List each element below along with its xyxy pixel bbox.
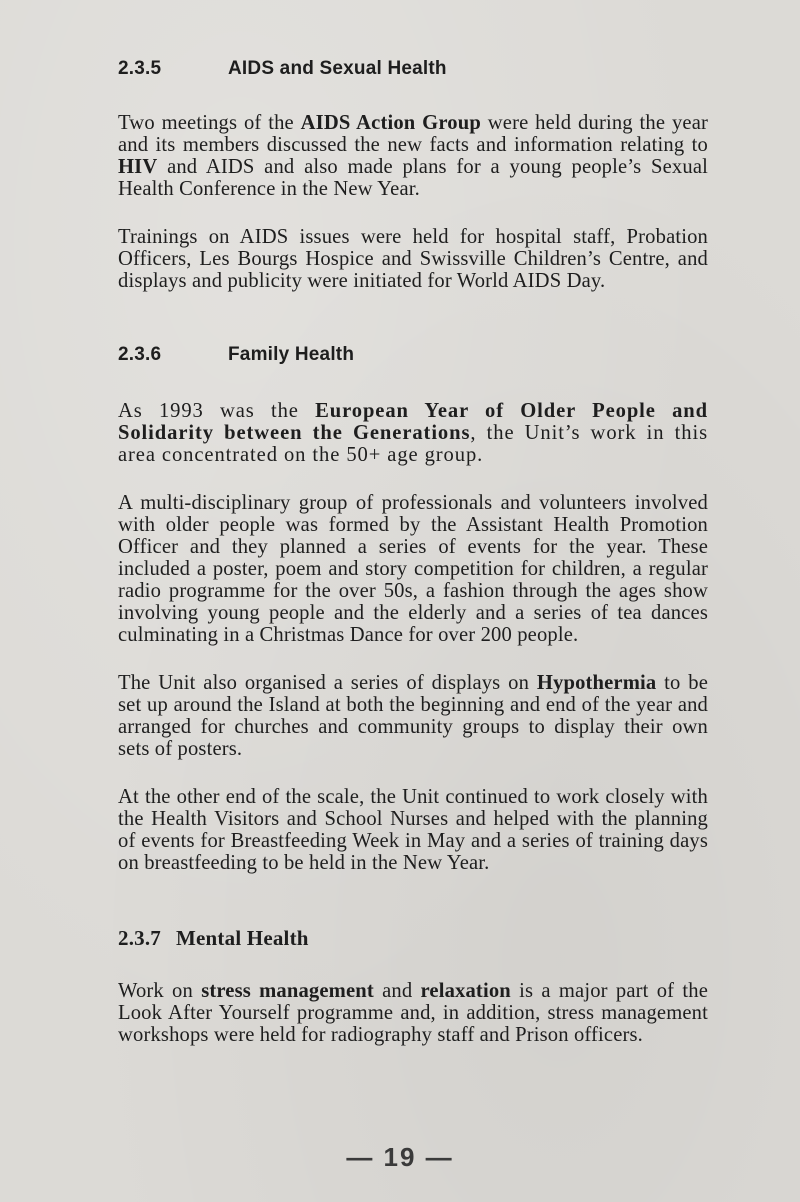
aids-paragraph-2: Trainings on AIDS issues were held for hospital staff, Probation Officers, Les Bourgs Hospice and Swissville Children’s Centre, and displays and publicity were initiated for World AIDS Day. [118,226,708,292]
section-heading-family [118,344,708,370]
bold-term: relaxation [420,980,511,1002]
aids-paragraph-1: Two meetings of the AIDS Action Group were held during the year and its members discussed the new facts and information relating to HIV and AIDS and also made plans for a young people’s Sexual Health Conference in the New Year. [118,112,708,200]
section-number: 2.3.5 [118,58,162,79]
section-number: 2.3.6 [118,344,162,365]
family-paragraph-3: The Unit also organised a series of displays on Hypothermia to be set up around the Island at both the beginning and end of the year and arranged for churches and community groups to display their own sets of posters. [118,672,709,760]
section-heading-aids [118,58,708,84]
section-title: Family Health [228,344,355,365]
family-paragraph-2: A multi-disciplinary group of professionals and volunteers involved with older people was formed by the Assistant Health Promotion Officer and they planned a series of events for the year. These included a poster, poem and story competition for children, a regular radio programme for the over 50s, a fashion through the ages show involving young people and the elderly and a series of tea dances culminating in a Christmas Dance for over 200 people. [118,492,708,646]
family-paragraph-4: At the other end of the scale, the Unit continued to work closely with the Health Visitors and School Nurses and helped with the planning of events for Breastfeeding Week in May and a series of training days on breastfeeding to be held in the New Year. [118,786,708,874]
page-number: — 19 — [346,1142,454,1172]
bold-term: European Year of Older People and Solidarity between the Generations [118,400,708,444]
bold-term: Hypothermia [536,672,657,694]
section-number: 2.3.7 [118,926,161,950]
family-paragraph-1: As 1993 was the European Year of Older People and Solidarity between the Generations, the Unit’s work in this area concentrated on the 50+ age group. [118,400,708,466]
mental-paragraph-1: Work on stress management and relaxation is a major part of the Look After Yourself programme and, in addition, stress management workshops were held for radiography staff and Prison officers. [118,980,708,1046]
document-page [118,58,708,1046]
section-heading-mental [118,926,708,952]
bold-term: HIV [118,156,158,178]
section-title: AIDS and Sexual Health [228,58,447,79]
section-title: Mental Health [176,926,309,950]
bold-term: stress management [201,980,374,1002]
bold-term: AIDS Action Group [300,112,481,134]
